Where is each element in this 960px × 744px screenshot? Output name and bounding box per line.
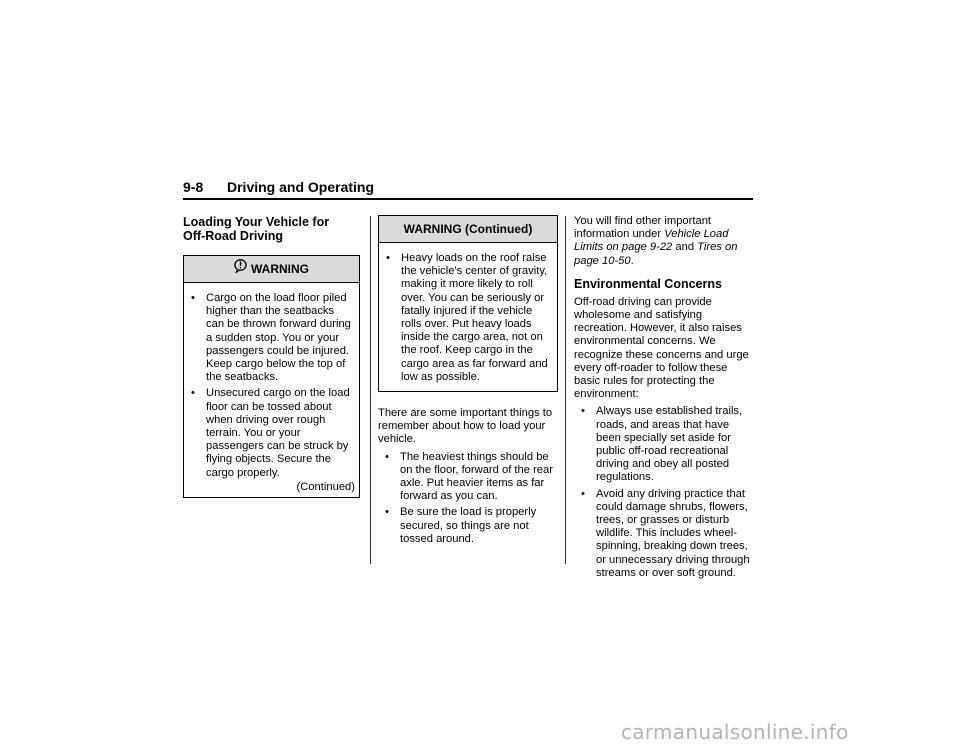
list-item: • The heaviest things should be on the floor, forward of the rear axle. Put heavier items as far forward as you can. (385, 450, 553, 503)
bullet-icon: • (386, 252, 390, 264)
list-item: • Cargo on the load floor piled higher than the seatbacks can be thrown forward during a sudden stop. You or your passengers could be injured. Keep cargo below the top of the seatbacks. (191, 292, 351, 384)
list-item: • Unsecured cargo on the load floor can be tossed about when driving over rough terrain. You or your passengers can be struck by flying objects. Secure the cargo properly. (191, 387, 350, 479)
page-header (183, 179, 753, 200)
body-paragraph: Off-road driving can provide wholesome and satisfying recreation. However, it also raises environmental concerns. We recognize these concerns and urge every off-roader to follow these basic rules for protecting the environment: (574, 295, 749, 401)
warning-list (379, 243, 557, 391)
bullet-icon: • (581, 405, 585, 418)
list-item: • Heavy loads on the roof raise the vehicle's center of gravity, making it more likely to roll over. You can be seriously or fatally injured if the vehicle rolls over. Put heavy loads inside the cargo area, not on the roof. Keep cargo in the cargo area as far forward and low as possible. (386, 252, 548, 383)
warning-icon (234, 256, 247, 282)
list-item: • Always use established trails, roads, and areas that have been specially set aside for public off-road recreational driving and obey all posted regulations. (581, 405, 743, 484)
continued-label: (Continued) (296, 480, 355, 493)
page-number: 9-8 (183, 179, 204, 195)
warning-box-continued (378, 215, 558, 392)
watermark: carmanualsonline.info (621, 720, 849, 744)
warning-box (183, 255, 360, 498)
bullet-icon: • (191, 387, 195, 400)
warning-header: WARNING (Continued) (379, 216, 557, 243)
body-paragraph: You will find other important information under Vehicle Load Limits on page 9-22 and Tires on page 10-50. (574, 215, 738, 267)
bullet-icon: • (191, 292, 195, 304)
subsection-heading: Environmental Concerns (574, 276, 722, 291)
column-divider (565, 216, 566, 564)
subsection-heading: Loading Your Vehicle for Off-Road Driving (183, 215, 330, 243)
list-item: • Avoid any driving practice that could damage shrubs, flowers, trees, or grasses or disturb wildlife. This includes wheel-spinning, breaking down trees, or unnecessary driving through streams or over soft ground. (581, 487, 750, 579)
bullet-icon: • (385, 506, 389, 519)
warning-list (184, 283, 359, 480)
bullet-icon: • (581, 487, 585, 500)
warning-title: WARNING (251, 262, 309, 276)
column-divider (370, 216, 371, 564)
column-2 (378, 215, 558, 549)
bullet-icon: • (385, 450, 389, 463)
column-3 (574, 215, 756, 583)
bullet-list (378, 451, 554, 546)
column-1 (183, 215, 360, 498)
body-paragraph: There are some important things to remember about how to load your vehicle. (378, 407, 553, 446)
cross-reference-link[interactable]: Vehicle Load Limits on page 9-22 (574, 228, 729, 254)
cross-reference-link[interactable]: Tires on page 10-50 (574, 241, 738, 267)
bullet-list (574, 405, 756, 580)
warning-header (184, 256, 359, 283)
list-item: • Be sure the load is properly secured, so things are not tossed around. (385, 506, 537, 545)
section-title: Driving and Operating (227, 179, 375, 195)
